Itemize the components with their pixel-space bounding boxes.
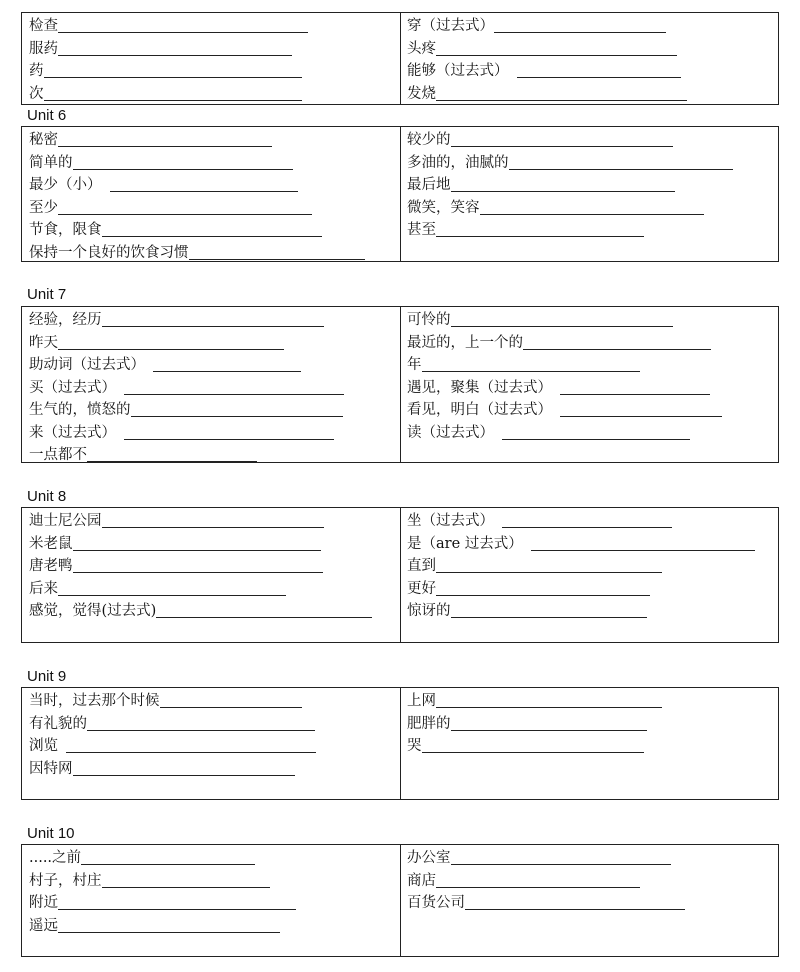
entry-label: 年: [407, 357, 422, 373]
entry-label: 简单的: [29, 154, 73, 171]
right-entry-3: [407, 892, 773, 915]
entry-label: 附近: [29, 895, 58, 911]
right-column: [407, 690, 773, 758]
right-column: [407, 15, 773, 105]
left-entry-3: [29, 174, 397, 197]
answer-blank[interactable]: [58, 580, 286, 596]
right-entry-4: [407, 197, 773, 220]
left-entry-4: [29, 83, 397, 106]
answer-blank[interactable]: [131, 401, 343, 417]
answer-blank[interactable]: [436, 221, 644, 237]
answer-blank[interactable]: [58, 17, 308, 33]
answer-blank[interactable]: [102, 512, 324, 528]
left-column: [29, 847, 397, 937]
answer-blank[interactable]: [73, 557, 323, 573]
right-entry-1: [407, 309, 773, 332]
right-entry-5: [407, 219, 773, 242]
entry-label: 办公室: [407, 850, 451, 866]
entry-label: 发烧: [407, 85, 436, 102]
entry-label: 穿（过去式）: [407, 18, 494, 34]
right-entry-2: [407, 870, 773, 893]
answer-blank[interactable]: [509, 154, 733, 170]
answer-blank[interactable]: [44, 62, 302, 78]
unit-title: Unit 7: [27, 286, 67, 303]
right-entry-1: [407, 129, 773, 152]
right-entry-2: [407, 38, 773, 61]
entry-label: 秘密: [29, 132, 58, 148]
entry-label: 肥胖的: [407, 715, 451, 732]
answer-blank[interactable]: [436, 692, 662, 708]
answer-blank[interactable]: [44, 85, 302, 101]
unit-title: Unit 9: [27, 668, 67, 685]
answer-blank[interactable]: [110, 176, 298, 192]
column-divider: [400, 508, 401, 642]
left-entry-4: [29, 197, 397, 220]
entry-label: 看见，明白（过去式）: [407, 402, 552, 418]
right-entry-2: [407, 152, 773, 175]
entry-label: 读（过去式）: [407, 424, 494, 441]
left-entry-1: [29, 15, 397, 38]
entry-label: 商店: [407, 872, 436, 889]
entry-label: 较少的: [407, 132, 451, 148]
entry-label: 至少: [29, 199, 58, 216]
answer-blank[interactable]: [494, 17, 666, 33]
entry-label: 后来: [29, 580, 58, 597]
entry-label: 一点都不: [29, 447, 87, 463]
answer-blank[interactable]: [102, 311, 324, 327]
right-entry-1: [407, 15, 773, 38]
answer-blank[interactable]: [87, 715, 315, 731]
answer-blank[interactable]: [160, 692, 302, 708]
answer-blank[interactable]: [531, 535, 755, 551]
left-column: [29, 690, 397, 780]
entry-label: 最近的，上一个的: [407, 334, 523, 351]
left-column: [29, 15, 397, 105]
entry-label: 最后地: [407, 177, 451, 193]
answer-blank[interactable]: [451, 131, 673, 147]
answer-blank[interactable]: [480, 199, 704, 215]
left-entry-1: [29, 847, 397, 870]
left-entry-6: [29, 422, 397, 445]
entry-label: 多油的，油腻的: [407, 154, 509, 171]
column-divider: [400, 845, 401, 956]
unit-title: Unit 6: [27, 107, 67, 124]
answer-blank[interactable]: [124, 424, 334, 440]
answer-blank[interactable]: [436, 872, 640, 888]
answer-blank[interactable]: [465, 894, 685, 910]
right-entry-5: [407, 399, 773, 422]
left-entry-4: [29, 758, 397, 781]
right-column: [407, 847, 773, 915]
entry-label: 可怜的: [407, 312, 451, 328]
entry-label: 因特网: [29, 760, 73, 777]
right-entry-2: [407, 713, 773, 736]
entry-label: .....之前: [29, 850, 82, 866]
entry-label: 生气的，愤怒的: [29, 402, 131, 418]
answer-blank[interactable]: [502, 512, 672, 528]
left-entry-1: [29, 690, 397, 713]
left-entry-2: [29, 713, 397, 736]
answer-blank[interactable]: [81, 849, 255, 865]
answer-blank[interactable]: [156, 602, 372, 618]
right-entry-4: [407, 83, 773, 106]
answer-blank[interactable]: [436, 557, 662, 573]
answer-blank[interactable]: [73, 760, 295, 776]
answer-blank[interactable]: [58, 894, 296, 910]
entry-label: 上网: [407, 693, 436, 709]
answer-blank[interactable]: [87, 446, 257, 462]
answer-blank[interactable]: [451, 311, 673, 327]
vocab-box: [21, 844, 779, 957]
answer-blank[interactable]: [58, 334, 284, 350]
left-entry-5: [29, 600, 397, 623]
right-entry-3: [407, 735, 773, 758]
left-entry-6: [29, 242, 397, 265]
entry-label: 坐（过去式）: [407, 513, 494, 529]
right-entry-3: [407, 60, 773, 83]
entry-label: 浏览: [29, 738, 58, 754]
answer-blank[interactable]: [502, 424, 690, 440]
left-entry-2: [29, 533, 397, 556]
answer-blank[interactable]: [436, 40, 677, 56]
entry-label: 有礼貌的: [29, 715, 87, 732]
entry-label: 节食，限食: [29, 222, 102, 238]
right-column: [407, 510, 773, 623]
answer-blank[interactable]: [560, 379, 710, 395]
column-divider: [400, 127, 401, 261]
entry-label: 感觉，觉得(过去式): [29, 603, 157, 619]
right-entry-1: [407, 690, 773, 713]
entry-label: 助动词（过去式）: [29, 357, 145, 373]
answer-blank[interactable]: [436, 85, 687, 101]
answer-blank-extension[interactable]: [273, 356, 301, 372]
answer-blank[interactable]: [517, 62, 681, 78]
entry-label: 头疼: [407, 40, 436, 57]
entry-label: 来（过去式）: [29, 424, 116, 441]
answer-blank[interactable]: [102, 872, 270, 888]
answer-blank[interactable]: [189, 244, 365, 260]
right-entry-6: [407, 422, 773, 445]
entry-label: 检查: [29, 18, 58, 34]
answer-blank[interactable]: [58, 40, 292, 56]
vocab-box: [21, 12, 779, 105]
answer-blank[interactable]: [58, 131, 272, 147]
entry-label: 能够（过去式）: [407, 63, 509, 79]
entry-label: 惊讶的: [407, 603, 451, 619]
right-entry-2: [407, 533, 773, 556]
entry-label: 米老鼠: [29, 535, 73, 552]
entry-label: 当时，过去那个时候: [29, 693, 160, 709]
vocab-box: [21, 306, 779, 463]
left-entry-1: [29, 309, 397, 332]
right-column: [407, 129, 773, 242]
entry-label: 百货公司: [407, 895, 465, 911]
entry-label: 直到: [407, 558, 436, 574]
left-entry-3: [29, 892, 397, 915]
answer-blank[interactable]: [124, 379, 344, 395]
right-entry-1: [407, 847, 773, 870]
right-entry-3: [407, 555, 773, 578]
entry-label: 药: [29, 63, 44, 79]
left-entry-7: [29, 444, 397, 467]
answer-blank[interactable]: [451, 176, 675, 192]
left-column: [29, 129, 397, 264]
left-entry-1: [29, 129, 397, 152]
left-column: [29, 510, 397, 623]
left-column: [29, 309, 397, 467]
right-entry-3: [407, 174, 773, 197]
unit-title: Unit 8: [27, 488, 67, 505]
answer-blank[interactable]: [451, 715, 647, 731]
entry-label: 微笑，笑容: [407, 199, 480, 216]
answer-blank[interactable]: [422, 356, 640, 372]
entry-label: 唐老鸭: [29, 558, 73, 574]
answer-blank[interactable]: [153, 356, 273, 372]
answer-blank[interactable]: [451, 849, 671, 865]
answer-blank[interactable]: [436, 580, 650, 596]
answer-blank[interactable]: [66, 737, 216, 753]
entry-label: 最少（小）: [29, 177, 102, 193]
column-divider: [400, 13, 401, 104]
vocab-box: [21, 687, 779, 800]
vocab-box: [21, 126, 779, 262]
answer-blank[interactable]: [422, 737, 644, 753]
left-entry-2: [29, 152, 397, 175]
left-entry-3: [29, 735, 397, 758]
left-entry-4: [29, 578, 397, 601]
answer-blank[interactable]: [73, 535, 321, 551]
entry-label: 更好: [407, 580, 436, 597]
left-entry-5: [29, 399, 397, 422]
column-divider: [400, 307, 401, 462]
answer-blank-extension[interactable]: [216, 737, 316, 753]
answer-blank[interactable]: [523, 334, 711, 350]
entry-label: 次: [29, 85, 44, 102]
right-entry-4: [407, 377, 773, 400]
answer-blank[interactable]: [58, 199, 312, 215]
right-entry-1: [407, 510, 773, 533]
left-entry-4: [29, 915, 397, 938]
entry-label: 甚至: [407, 222, 436, 238]
left-entry-3: [29, 555, 397, 578]
unit-title: Unit 10: [27, 825, 75, 842]
answer-blank[interactable]: [102, 221, 322, 237]
column-divider: [400, 688, 401, 799]
left-entry-1: [29, 510, 397, 533]
answer-blank[interactable]: [58, 917, 280, 933]
entry-label: 迪士尼公园: [29, 513, 102, 529]
left-entry-2: [29, 38, 397, 61]
right-entry-3: [407, 354, 773, 377]
entry-label: 买（过去式）: [29, 379, 116, 396]
right-entry-4: [407, 578, 773, 601]
entry-label: 哭: [407, 738, 422, 754]
vocab-box: [21, 507, 779, 643]
entry-label: 保持一个良好的饮食习惯: [29, 244, 189, 261]
entry-label: 遇见，聚集（过去式）: [407, 379, 552, 396]
right-entry-2: [407, 332, 773, 355]
answer-blank[interactable]: [560, 401, 722, 417]
entry-label: 是（are 过去式）: [407, 535, 523, 552]
answer-blank[interactable]: [73, 154, 293, 170]
right-column: [407, 309, 773, 444]
entry-label: 经验，经历: [29, 312, 102, 328]
entry-label: 服药: [29, 40, 58, 57]
answer-blank[interactable]: [451, 602, 647, 618]
entry-label: 遥远: [29, 917, 58, 934]
left-entry-3: [29, 60, 397, 83]
left-entry-2: [29, 870, 397, 893]
right-entry-5: [407, 600, 773, 623]
left-entry-5: [29, 219, 397, 242]
left-entry-4: [29, 377, 397, 400]
entry-label: 村子，村庄: [29, 872, 102, 889]
entry-label: 昨天: [29, 334, 58, 351]
left-entry-3: [29, 354, 397, 377]
left-entry-2: [29, 332, 397, 355]
